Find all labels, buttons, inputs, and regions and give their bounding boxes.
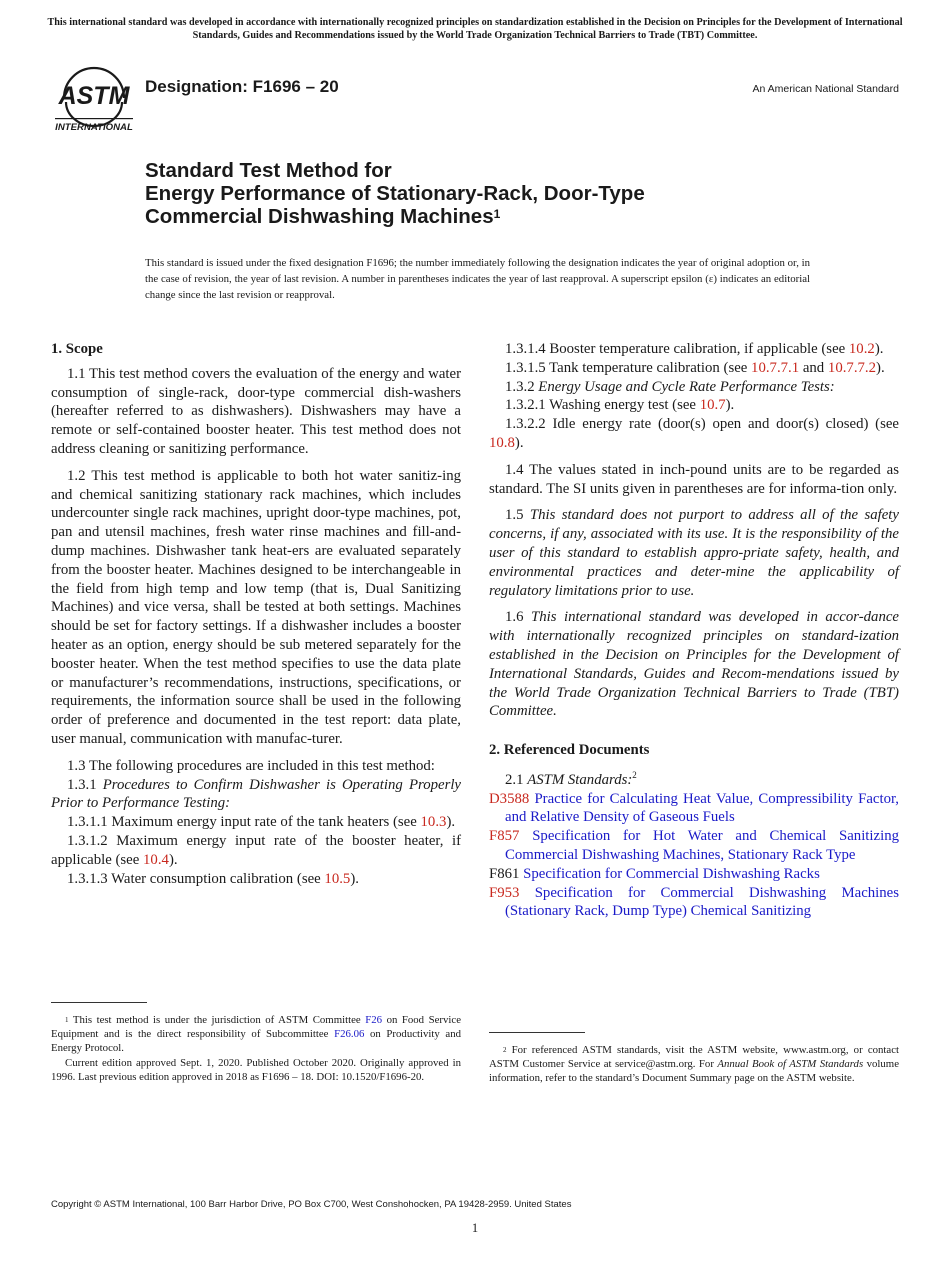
title-footnote-mark: 1: [493, 207, 501, 221]
ref-10-7-7-1[interactable]: 10.7.7.1: [751, 359, 800, 376]
ref-10-7-7-2[interactable]: 10.7.7.2: [827, 359, 877, 376]
para-1-3-1-2: 1.3.1.2 Maximum energy input rate of the booster heater, if applicable (see 10.4).: [51, 832, 461, 868]
left-column: [51, 340, 461, 888]
para-1-6: 1.6 This international standard was developed in accor-dance with internationally recognized principles on standard-ization established in the Decision on Principles for the Development of International Standards, Guides and Recom-mendations issued by the World Trade Organization Technical Barriers to Trade (TBT) Committee.: [489, 609, 899, 720]
ref-10-2[interactable]: 10.2: [848, 341, 875, 357]
title-line-3: Commercial Dishwashing Machines: [145, 205, 494, 228]
section-1-heading: 1. Scope: [51, 341, 103, 357]
ref-10-4[interactable]: 10.4: [143, 851, 169, 868]
ref-doc-f861: F861 Specification for Commercial Dishwashing Racks: [489, 865, 820, 882]
section-2-heading: 2. Referenced Documents: [489, 742, 650, 759]
footnote-1-approved: Current edition approved Sept. 1, 2020. Published October 2020. Originally approved in 1996. Last previous edition approved in 2018 as F1696 – 18. DOI: 10.1520/F1696-20.: [51, 1056, 461, 1083]
ref-10-3[interactable]: 10.3: [420, 814, 447, 831]
copyright: Copyright © ASTM International, 100 Barr Harbor Drive, PO Box C700, West Conshohocken, PA 19428-2959. United States: [51, 1199, 572, 1210]
title-line-2: Energy Performance of Stationary-Rack, Door-Type: [145, 182, 645, 205]
para-1-3: 1.3 The following procedures are included in this test method:: [67, 757, 435, 774]
para-1-3-2: 1.3.2 Energy Usage and Cycle Rate Performance Tests:: [505, 378, 835, 395]
astm-logo: [52, 58, 136, 134]
right-column: [489, 340, 899, 921]
footnote-2: $^2$ For referenced ASTM standards, visit the ASTM website, www.astm.org, or contact ASTM Customer Service at service@astm.org. For Annual Book of ASTM Standards volume information, refer to the standard’s Document Summary page on the ASTM website.: [489, 1044, 899, 1085]
logo-word: INTERNATIONAL: [55, 122, 133, 133]
para-1-4: 1.4 The values stated in inch-pound units are to be regarded as standard. The SI units given in parentheses are for informa-tion only.: [489, 461, 899, 497]
para-2-1: 2.1 ASTM Standards:$^2$: [505, 769, 637, 788]
logo-letters: ASTM: [58, 82, 130, 110]
para-1-1: 1.1 This test method covers the evaluation of the energy and water consumption of single-rack, door-type commercial dish-washers (hereafter referred to as dishwashers). Dishwashers may have a remote or self-contained booster heater. This test method does not address cleaning or sanitizing performance.: [51, 365, 461, 457]
para-1-3-1-5: 1.3.1.5 Tank temperature calibration (see 10.7.7.1 and 10.7.7.2).: [505, 359, 885, 376]
para-1-3-1-3: 1.3.1.3 Water consumption calibration (see 10.5).: [67, 870, 359, 887]
para-1-3-2-1: 1.3.2.1 Washing energy test (see 10.7).: [505, 397, 735, 414]
designation: Designation: F1696 – 20: [145, 77, 339, 96]
para-1-3-1-1: 1.3.1.1 Maximum energy input rate of the tank heaters (see 10.3).: [67, 814, 456, 831]
ref-doc-d3588: D3588 Practice for Calculating Heat Value, Compressibility Factor, and Relative Density of Gaseous Fuels: [489, 790, 900, 826]
para-1-3-2-2: 1.3.2.2 Idle energy rate (door(s) open and door(s) closed) (see 10.8).: [489, 416, 899, 451]
top-notice: This international standard was developed in accordance with internationally recognized principles on standardization established in the Decision on Principles for the Development of International Standards, Guides and Recommendations issued by the World Trade Organization Technical Barriers to Trade (TBT) Committee.: [47, 17, 903, 41]
ref-doc-f953: F953 Specification for Commercial Dishwashing Machines (Stationary Rack, Dump Type) Chemical Sanitizing: [489, 884, 899, 920]
american-national-standard: An American National Standard: [752, 83, 899, 95]
ref-10-8[interactable]: 10.8: [489, 434, 515, 451]
footnote-1: $^1$ This test method is under the jurisdiction of ASTM Committee F26 on Food Service Equipment and is the direct responsibility of Subcommittee F26.06 on Productivity and Energy Protocol. Current edition approved Sept. 1, 2020. Published October 2020. Originally approved in 1996. Last previous edition approved in 2018 as F1696 – 18. DOI: 10.1520/F1696-20.: [51, 1014, 462, 1083]
page-number: 1: [471, 1221, 479, 1235]
ref-10-7[interactable]: 10.7: [699, 397, 726, 414]
footnote-rule-right: [489, 1032, 585, 1033]
link-f26[interactable]: F26: [365, 1014, 383, 1026]
ref-doc-f857: F857 Specification for Hot Water and Chemical Sanitizing Commercial Dishwashing Machines, Stationary Rack Type: [489, 828, 900, 864]
para-1-3-1-4: 1.3.1.4 Booster temperature calibration, if applicable (see 10.2).: [505, 341, 884, 357]
para-1-3-1: 1.3.1 Procedures to Confirm Dishwasher is Operating Properly Prior to Performance Testing:: [51, 776, 462, 812]
title-line-1: Standard Test Method for: [145, 159, 392, 182]
para-1-2: 1.2 This test method is applicable to both hot water sanitiz-ing and chemical sanitizing stationary rack machines, which includes undercounter single rack machines, upright door-type machines, pot, pan and utensil machines, fresh water rinse machines and fill-and-dump machines. Dishwasher tank heat-ers are evaluated separately from the booster heater. Machines designed to be interchangeable in the field from high temp and low temp (that is, Dual Sanitizing Machines) and vice versa, shall be tested at both settings. Machines should be set for factory settings. If a dishwasher includes a booster heater as an option, energy should be sub metered separately for the booster heater. When the test method specifies to use the data plate or manufacturer’s recommendations, instructions, specifications, or requirements, the information source shall be used in the following order of preference and documented in the test report: data plate, user manual, communication with manufac-turer.: [51, 467, 461, 747]
link-f26-06[interactable]: F26.06: [334, 1028, 365, 1041]
ref-10-5[interactable]: 10.5: [324, 870, 351, 887]
document-title: [145, 159, 845, 228]
para-1-5: 1.5 This standard does not purport to address all of the safety concerns, if any, associated with its use. It is the responsibility of the user of this standard to establish appro-priate safety, health, and environmental practices and deter-mine the applicability of regulatory limitations prior to use.: [489, 507, 899, 599]
issued-statement: This standard is issued under the fixed designation F1696; the number immediately following the designation indicates the year of original adoption or, in the case of revision, the year of last revision. A number in parentheses indicates the year of last reapproval. A superscript epsilon (ε) indicates an editorial change since the last revision or reapproval.: [145, 257, 810, 301]
footnote-rule-left: [51, 1002, 147, 1003]
